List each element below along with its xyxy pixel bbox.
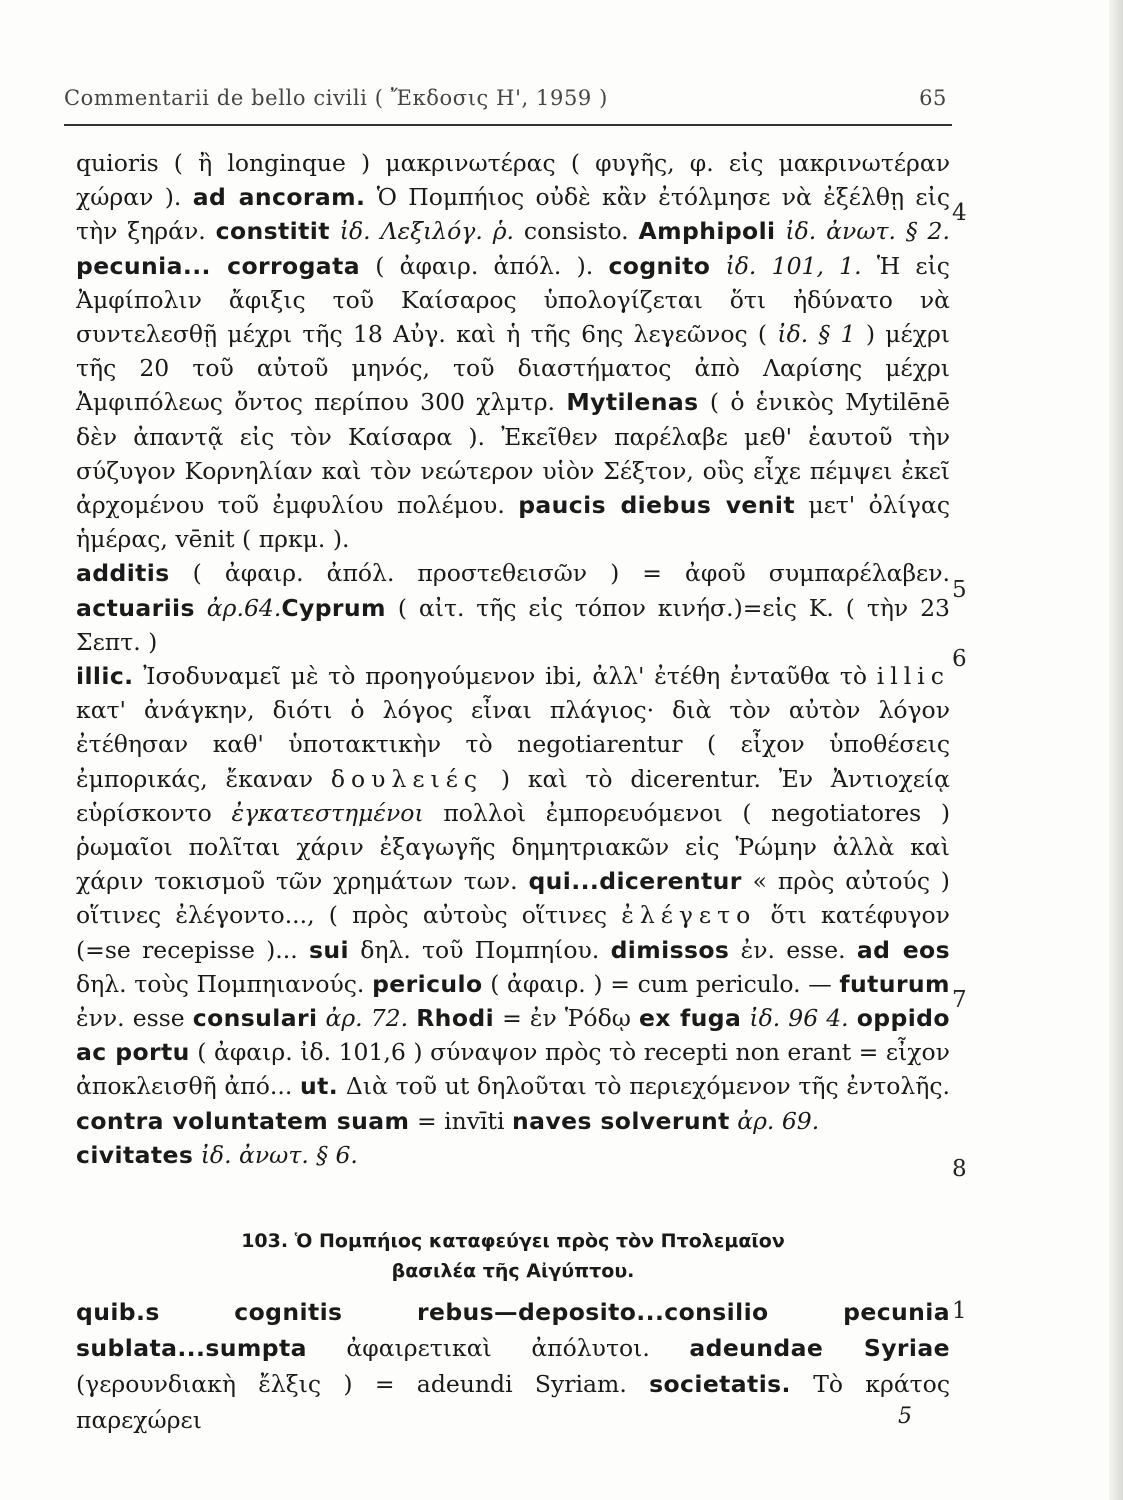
- commentary-text: [76, 146, 950, 1172]
- reference: ἰδ. Λεξιλόγ. ῥ.: [339, 217, 514, 246]
- lemma: ad ancoram.: [192, 183, 366, 212]
- lemma: ut.: [300, 1072, 339, 1101]
- running-title: Commentarii de bello civili ( Ἔκδοσις Η', 1959 ): [64, 86, 608, 110]
- section-text: [76, 1294, 950, 1438]
- lemma: additis: [76, 559, 170, 588]
- lemma: Amphipoli: [638, 217, 776, 246]
- gloss: μετ' ὀλίγας ἡμέρας, vēnit ( πρκμ. ).: [76, 491, 950, 554]
- spaced-word: illic: [876, 662, 950, 691]
- gloss: Διὰ τοῦ ut δηλοῦται τὸ περιεχόμενον τῆς ἐντολῆς.: [345, 1072, 950, 1101]
- gloss: « πρὸς αὐτούς ) οἵτινες ἐλέγοντο..., ( πρὸς αὐτοὺς οἵτινες: [76, 867, 950, 930]
- lemma: sui: [308, 935, 349, 964]
- reference: ἰδ. 101, 1.: [725, 251, 862, 280]
- signature-mark: 5: [898, 1404, 912, 1429]
- italic-word: ἐγκατεστημένοι: [231, 798, 424, 827]
- reference: ἀρ. 69.: [737, 1106, 820, 1135]
- lemma: Rhodi: [416, 1004, 495, 1033]
- commentary-paragraph: [76, 556, 950, 659]
- gloss: Ἰσοδυναμεῖ μὲ τὸ προηγούμενον ibi, ἀλλ' ἐτέθη ἐνταῦθα τὸ: [143, 662, 867, 691]
- line-number: 6: [952, 646, 967, 672]
- reference: ἀρ.64.: [206, 593, 282, 622]
- lemma: pecunia... corrogata: [76, 251, 360, 280]
- lemma: dimissos: [610, 935, 730, 964]
- lemma: Mytilenas: [566, 388, 699, 417]
- line-number: 8: [952, 1156, 967, 1182]
- commentary-paragraph: [76, 659, 950, 1138]
- lemma: ex fuga: [638, 1004, 742, 1033]
- gloss: ( ἀφαιρ. ἀπόλ. προστεθεισῶν ) = ἀφοῦ συμπαρέλαβεν.: [192, 559, 950, 588]
- gloss: quioris ( ἢ longinque ) μακρινωτέρας ( φυγῆς, φ. εἰς μακρινωτέραν χώραν ).: [76, 149, 950, 212]
- gloss: δηλ. τοὺς Πομπηιανούς.: [76, 969, 365, 998]
- lemma: ad eos: [856, 935, 950, 964]
- gloss: ἀφαιρετικαὶ ἀπόλυτοι.: [346, 1334, 650, 1362]
- section-heading-line: 103. Ὁ Πομπήιος καταφεύγει πρὸς τὸν Πτολεμαῖον: [241, 1230, 785, 1252]
- lemma: adeundae Syriae: [689, 1334, 950, 1362]
- section-heading-line: βασιλέα τῆς Αἰγύπτου.: [391, 1260, 635, 1282]
- gloss: ( ἀφαιρ. ) = cum periculo. —: [490, 969, 832, 998]
- line-number: 7: [952, 987, 967, 1013]
- gloss: ( ὁ ἑνικὸς Mytilēnē δὲν ἀπαντᾷ εἰς τὸν Καίσαρα ). Ἐκεῖθεν παρέλαβε μεθ' ἑαυτοῦ τὴν σύζυγον Κορνηλίαν καὶ τὸν νεώτερον υἱὸν Σέξτον, οὓς εἶχε πέμψει ἐκεῖ ἀρχομένου τοῦ ἐμφυλίου πολέμου.: [76, 388, 950, 520]
- lemma: qui...dicerentur: [528, 867, 742, 896]
- gloss: ἐνν. esse: [76, 1004, 185, 1033]
- gloss: ) καὶ τὸ dicerentur. Ἐν Ἀντιοχείᾳ εὑρίσκοντο: [76, 764, 950, 827]
- lemma: illic.: [76, 662, 134, 691]
- commentary-paragraph: [76, 1138, 950, 1172]
- spaced-word: ἐλέγετο: [621, 901, 757, 930]
- running-header: [64, 86, 947, 110]
- lemma: civitates: [76, 1140, 194, 1169]
- gloss: ) μέχρι τῆς 20 τοῦ αὐτοῦ μηνός, τοῦ διαστήματος ἀπὸ Λαρίσης μέχρι Ἀμφιπόλεως ὄντος περίπου 300 χλμτρ.: [76, 320, 950, 417]
- lemma: cognito: [608, 251, 711, 280]
- gloss: κατ' ἀνάγκην, διότι ὁ λόγος εἶναι πλάγιος· διὰ τὸν αὐτὸν λόγον ἐτέθησαν καθ' ὑποτακτικὴν τὸ negotiarentur ( εἶχον ὑποθέσεις ἐμπορικάς, ἔκαναν: [76, 696, 950, 793]
- gloss: = ἐν Ῥόδῳ: [502, 1004, 631, 1033]
- gloss: ( αἰτ. τῆς εἰς τόπον κινήσ.)=εἰς Κ. ( τὴν 23 Σεπτ. ): [76, 593, 950, 656]
- lemma: societatis.: [649, 1370, 791, 1398]
- gloss: ὅτι κατέφυγον (=se recepisse )...: [76, 901, 950, 964]
- header-rule: [64, 124, 952, 126]
- gloss: consisto.: [523, 217, 629, 246]
- commentary-paragraph: [76, 146, 950, 556]
- gloss: Ἡ εἰς Ἀμφίπολιν ἄφιξις τοῦ Καίσαρος ὑπολογίζεται ὅτι ἠδύνατο νὰ συντελεσθῇ μέχρι τῆς 18 Αὐγ. καὶ ἡ τῆς 6ης λεγεῶνος (: [76, 251, 950, 349]
- lemma: Cyprum: [281, 593, 386, 622]
- lemma: futurum: [839, 969, 950, 998]
- page-number: 65: [919, 86, 947, 110]
- lemma: naves solverunt: [512, 1106, 730, 1135]
- section-heading: [76, 1226, 950, 1286]
- lemma: constitit: [215, 217, 330, 246]
- spaced-word: δουλειές: [330, 764, 484, 793]
- lemma: paucis diebus venit: [518, 491, 795, 520]
- gloss: πολλοὶ ἐμπορευόμενοι ( negotiatores ) ῥωμαῖοι πολῖται χάριν ἐξαγωγῆς δημητριακῶν εἰς Ῥώμην ἀλλὰ καὶ χάριν τοκισμοῦ τῶν χρημάτων των.: [76, 798, 950, 896]
- lemma: quib.s cognitis rebus—deposito...consilio pecunia sublata...sumpta: [76, 1298, 950, 1362]
- line-number: 5: [952, 577, 967, 603]
- reference: ἀρ. 72.: [325, 1004, 409, 1033]
- lemma: contra voluntatem suam: [76, 1106, 410, 1135]
- reference: ἰδ. ἀνωτ. § 2.: [785, 217, 950, 246]
- gloss: (γερουνδιακὴ ἔλξις ) = adeundi Syriam.: [76, 1370, 627, 1398]
- lemma: oppido ac portu: [76, 1004, 950, 1067]
- gloss: ( ἀφαιρ. ἀπόλ. ).: [375, 251, 594, 280]
- reference: ἰδ. § 1: [777, 320, 856, 349]
- lemma: actuariis: [76, 593, 195, 622]
- gloss: ( ἀφαιρ. ἰδ. 101,6 ) σύναψον πρὸς τὸ recepti non erant = εἶχον ἀποκλεισθῆ ἀπό...: [76, 1038, 950, 1101]
- line-number: 4: [952, 200, 967, 226]
- line-number: 1: [952, 1298, 967, 1324]
- gloss: = invīti: [416, 1106, 505, 1135]
- gloss: Τὸ κράτος παρεχώρει: [76, 1370, 950, 1434]
- gloss: ἐν. esse.: [740, 935, 846, 964]
- page-edge: [1109, 0, 1123, 1500]
- gloss: Ὁ Πομπήιος οὐδὲ κἂν ἐτόλμησε νὰ ἐξέλθῃ εἰς τὴν ξηράν.: [76, 183, 950, 246]
- reference: ἰδ. 96 4.: [749, 1004, 849, 1033]
- lemma: consulari: [192, 1004, 318, 1033]
- gloss: δηλ. τοῦ Πομπηίου.: [360, 935, 600, 964]
- reference: ἰδ. ἀνωτ. § 6.: [200, 1140, 358, 1169]
- lemma: periculo: [372, 969, 483, 998]
